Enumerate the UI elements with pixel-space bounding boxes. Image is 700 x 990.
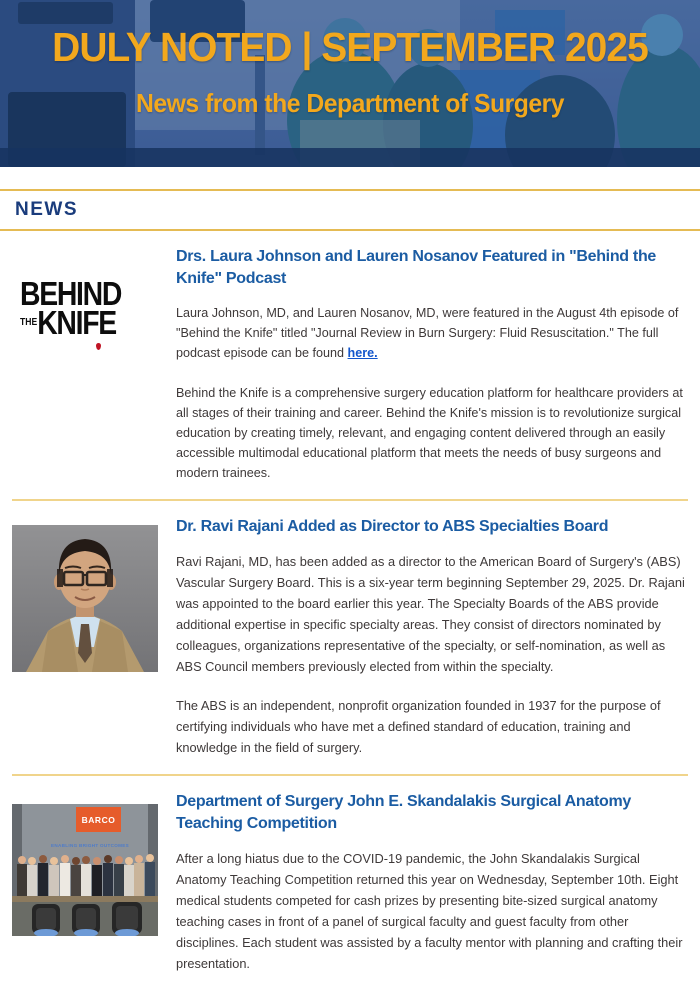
competition-group-illustration bbox=[12, 804, 158, 936]
article-list bbox=[0, 231, 700, 990]
blood-drop-icon bbox=[96, 343, 101, 350]
article-behind-the-knife-podcast bbox=[12, 231, 688, 501]
article-paragraph bbox=[176, 303, 688, 363]
logo-word-knife: KNIFE bbox=[37, 304, 116, 341]
news-section-label: NEWS bbox=[15, 199, 78, 220]
paragraph-text: Laura Johnson, MD, and Lauren Nosanov, MD, were featured in the August 4th episode of "Behind the Knife" titled "Journal Review in Burn Surgery: Fluid Resuscitation." The full podcast episode can be found bbox=[176, 306, 679, 360]
article-headline: Drs. Laura Johnson and Lauren Nosanov Featured in "Behind the Knife" Podcast bbox=[176, 248, 657, 287]
article-paragraph: The ABS is an independent, nonprofit organization founded in 1937 for the purpose of certifying individuals who have met a defined standard of education, training and knowledge in the field of surgery. bbox=[176, 698, 661, 755]
logo-word-behind: BEHIND bbox=[20, 275, 122, 312]
competition-group-photo bbox=[12, 788, 160, 974]
article-paragraph: Ravi Rajani, MD, has been added as a director to the American Board of Surgery's (ABS) Vascular Surgery Board. This is a six-year term beginning September 29, 2025. Dr. Rajani was appointed to the board earlier this year. The Specialty Boards of the ABS provide additional expertise in specific specialty areas. They consist of directors nominated by colleagues, organizations representative of the specialty, or self-nomination, as well as ABS Council members previously elected from within the specialty. bbox=[176, 554, 685, 674]
logo-word-the: THE bbox=[20, 317, 38, 328]
article-headline: Dr. Ravi Rajani Added as Director to ABS Specialties Board bbox=[176, 518, 609, 535]
header-banner bbox=[0, 0, 700, 167]
rajani-portrait-illustration bbox=[12, 525, 158, 672]
article-paragraph: Behind the Knife is a comprehensive surgery education platform for healthcare providers at all stages of their training and career. Behind the Knife's mission is to revolutionize surgical education by creating timely, relevant, and engaging content delivered through an easily accessible multimodal educational platform that meets the needs of busy surgeons and modern trainees. bbox=[176, 386, 683, 480]
office-chairs bbox=[32, 902, 142, 936]
article-headline: Department of Surgery John E. Skandalakis Surgical Anatomy Teaching Competition bbox=[176, 793, 632, 832]
article-skandalakis-competition bbox=[12, 776, 688, 990]
newsletter-title: DULY NOTED | SEPTEMBER 2025 bbox=[52, 24, 648, 70]
rajani-portrait-photo bbox=[12, 513, 160, 758]
article-paragraph: After a long hiatus due to the COVID-19 pandemic, the John Skandalakis Surgical Anatomy Teaching Competition returned this year on Wednesday, September 10th. Eight medical students competed for cash prizes by presenting bite-sized surgical anatomy teaching cases in front of a panel of surgical faculty and guest faculty from other disciplines. Each student was assisted by a faculty mentor with planning and crafting their presentation. bbox=[176, 851, 683, 971]
behind-the-knife-logo bbox=[12, 243, 160, 483]
barco-screen-tagline: ENABLING BRIGHT OUTCOMES bbox=[51, 843, 129, 848]
news-section-header bbox=[0, 189, 700, 231]
newsletter-subtitle: News from the Department of Surgery bbox=[135, 88, 565, 118]
podcast-here-link[interactable]: here. bbox=[347, 346, 378, 360]
article-ravi-rajani-abs-board bbox=[12, 501, 688, 776]
barco-screen-brand: BARCO bbox=[81, 815, 116, 825]
